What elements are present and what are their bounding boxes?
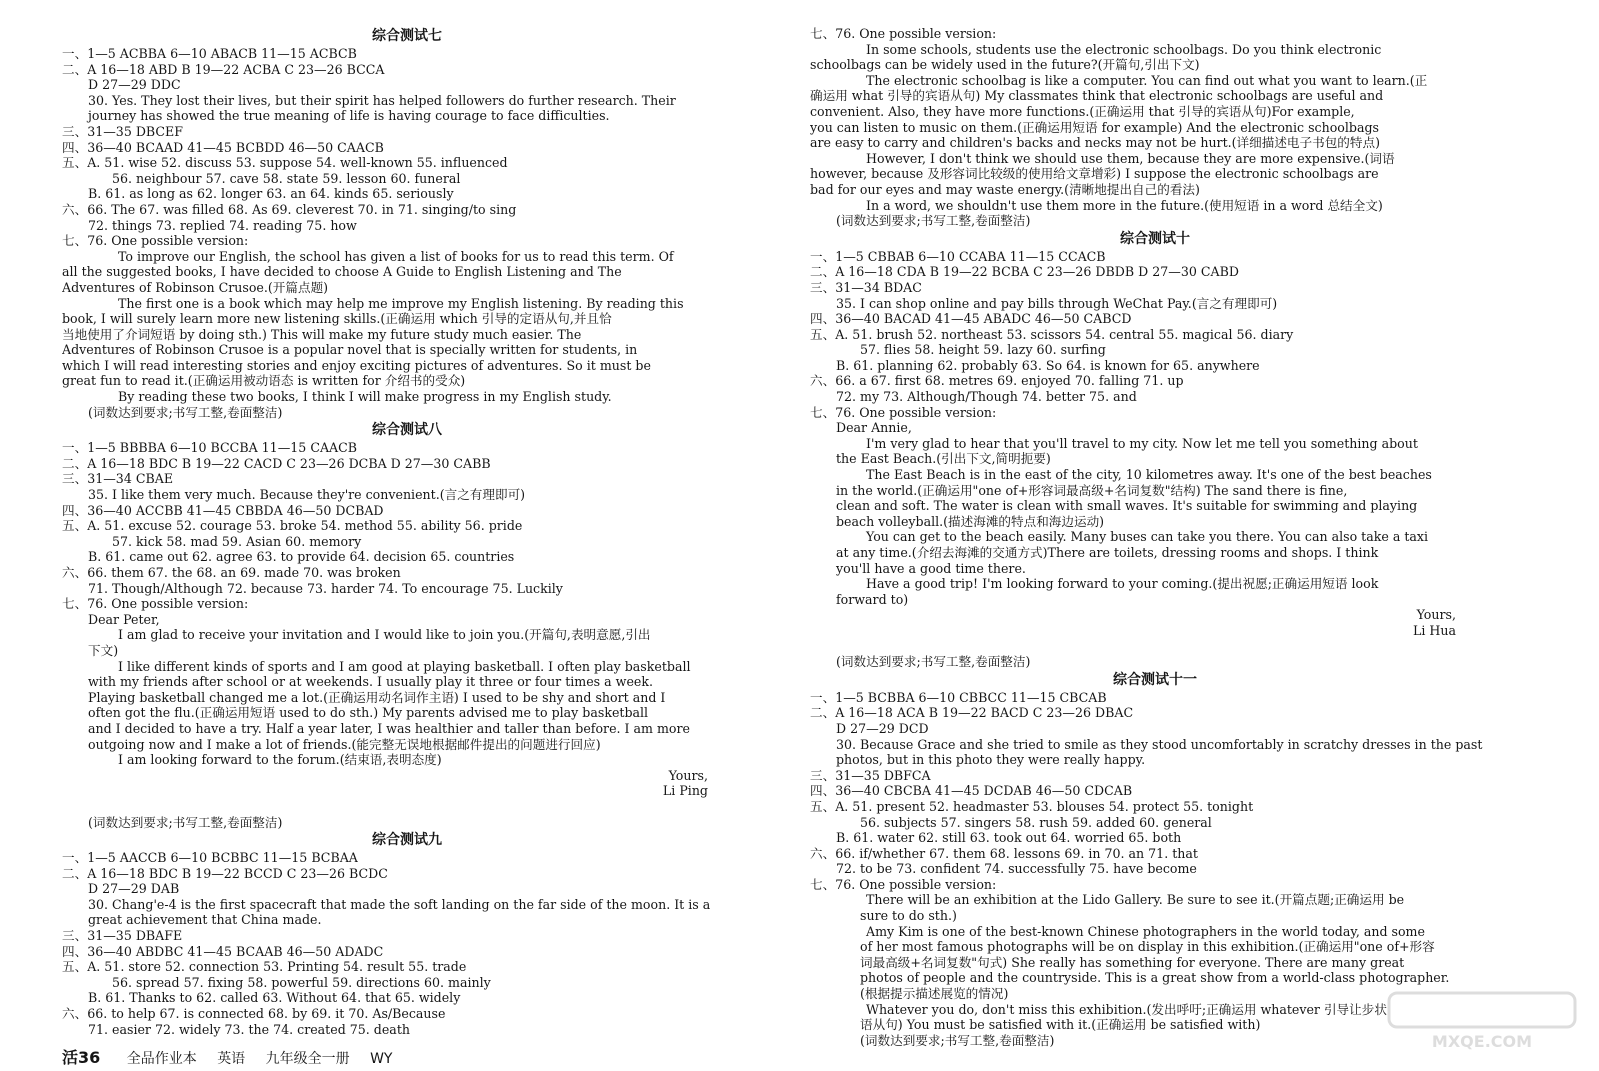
answer-line: Adventures of Robinson Crusoe.(开篇点题) — [62, 279, 329, 295]
answer-line: 一、1—5 BCBBA 6—10 CBBCC 11—15 CBCAB — [810, 689, 1107, 705]
answer-line: book, I will surely learn more new listening skills.(正确运用 which 引导的定语从句,并且恰 — [62, 311, 612, 327]
right-column — [810, 26, 1500, 1048]
answer-line: 四、36—40 BCAAD 41—45 BCBDD 46—50 CAACB — [62, 139, 384, 155]
answer-line: 六、66. to help 67. is connected 68. by 69. it 70. As/Because — [62, 1006, 446, 1022]
footer-series: 全品作业本 — [126, 1051, 197, 1067]
answer-line: (词数达到要求;书写工整,卷面整洁) — [836, 213, 1031, 229]
answer-line: outgoing now and I make a lot of friends.(能完整无误地根据邮件提出的问题进行回应) — [88, 736, 601, 752]
page-number: 活36 — [62, 1048, 101, 1067]
answer-line: 一、1—5 BBBBA 6—10 BCCBA 11—15 CAACB — [62, 440, 358, 456]
answer-line: 72. my 73. Although/Though 74. better 75. and — [836, 389, 1137, 405]
answer-line: 七、76. One possible version: — [810, 26, 997, 41]
answer-line: 71. Though/Although 72. because 73. harder 74. To encourage 75. Luckily — [88, 580, 563, 596]
answer-line: 五、A. 51. brush 52. northeast 53. scissors 54. central 55. magical 56. diary — [810, 326, 1294, 342]
answer-line: Yours, — [1416, 607, 1456, 623]
answer-line: with my friends after school or at weekends. I usually play it three or four times a week. — [88, 674, 653, 690]
answer-line: I am glad to receive your invitation and I would like to join you.(开篇句,表明意愿,引出 — [118, 627, 651, 643]
answer-line: 词最高级+名词复数"句式) She really has something for everyone. There are many great — [860, 954, 1405, 970]
answer-line: 一、1—5 AACCB 6—10 BCBBC 11—15 BCBAA — [62, 850, 358, 866]
answer-line: B. 61. water 62. still 63. took out 64. worried 65. both — [836, 830, 1182, 846]
answer-line: 57. flies 58. height 59. lazy 60. surfing — [860, 342, 1106, 358]
answer-line: I am looking forward to the forum.(结束语,表明态度) — [118, 752, 442, 768]
answer-line: 一、1—5 CBBAB 6—10 CCABA 11—15 CCACB — [810, 248, 1106, 264]
answer-line: great fun to read it.(正确运用被动语态 is written for 介绍书的受众) — [62, 373, 466, 389]
answer-line: Dear Peter, — [88, 611, 160, 627]
answer-line: B. 61. came out 62. agree 63. to provide 64. decision 65. countries — [88, 549, 515, 565]
answer-line: 四、36—40 CBCBA 41—45 DCDAB 46—50 CDCAB — [810, 783, 1133, 799]
answer-line: 五、A. 51. excuse 52. courage 53. broke 54. method 55. ability 56. pride — [62, 518, 523, 534]
answer-line — [810, 639, 1500, 655]
answer-line: 确运用 what 引导的宾语从句) My classmates think that electronic schoolbags are useful and — [810, 88, 1384, 104]
answer-line: in the world.(正确运用"one of+形容词最高级+名词复数"结构) The sand there is fine, — [836, 482, 1348, 498]
answer-line: however, because 及形容词比较级的使用给文章增彩) I suppose the electronic schoolbags are — [810, 166, 1379, 182]
answer-line: 一、1—5 ACBBA 6—10 ABACB 11—15 ACBCB — [62, 46, 357, 61]
answer-line: I'm very glad to hear that you'll travel to my city. Now let me tell you something about — [866, 435, 1418, 451]
answer-line: Li Ping — [662, 783, 708, 799]
answer-line: In some schools, students use the electronic schoolbags. Do you think electronic — [866, 41, 1382, 57]
answer-line: 56. neighbour 57. cave 58. state 59. lesson 60. funeral — [112, 170, 461, 186]
answer-line: (词数达到要求;书写工整,卷面整洁) — [860, 1032, 1055, 1048]
answer-line: B. 61. Thanks to 62. called 63. Without 64. that 65. widely — [88, 990, 461, 1006]
answer-line: beach volleyball.(描述海滩的特点和海边运动) — [836, 513, 1105, 529]
answer-line: which I will read interesting stories and enjoy exciting pictures of adventures. So it must be — [62, 357, 651, 373]
answer-line: Adventures of Robinson Crusoe is a popular novel that is specially written for students, in — [62, 342, 638, 358]
answer-line: 二、A 16—18 CDA B 19—22 BCBA C 23—26 DBDB D 27—30 CABD — [810, 264, 1239, 280]
answer-line: photos, but in this photo they were really happy. — [836, 752, 1146, 768]
answer-line: all the suggested books, I have decided to choose A Guide to English Listening and The — [62, 264, 622, 280]
answer-line: at any time.(介绍去海滩的交通方式)There are toilets, dressing rooms and shops. I think — [836, 545, 1379, 560]
answer-line: In a word, we shouldn't use them more in the future.(使用短语 in a word 总结全文) — [866, 197, 1383, 213]
answer-line: clean and soft. The water is clean with small waves. It's suitable for swimming and playing — [836, 498, 1418, 514]
answer-line: The electronic schoolbag is like a computer. You can find out what you want to learn.(正 — [866, 72, 1428, 88]
answer-line: D 27—29 DCD — [836, 720, 929, 736]
answer-line: (根据提示描述展览的情况) — [860, 986, 1009, 1002]
answer-line: 四、36—40 ABDBC 41—45 BCAAB 46—50 ADADC — [62, 943, 384, 959]
answer-line: (词数达到要求;书写工整,卷面整洁) — [88, 404, 283, 420]
section-title: 综合测试十一 — [1113, 671, 1197, 688]
section-title: 综合测试七 — [372, 28, 442, 44]
answer-line: B. 61. as long as 62. longer 63. an 64. kinds 65. seriously — [88, 186, 454, 202]
footer-edition: WY — [370, 1051, 393, 1067]
answer-line: 二、A 16—18 BDC B 19—22 BCCD C 23—26 BCDC — [62, 865, 388, 881]
answer-line: 六、66. The 67. was filled 68. As 69. cleverest 70. in 71. singing/to sing — [62, 201, 517, 217]
answer-line: 七、76. One possible version: — [62, 596, 249, 612]
answer-line: However, I don't think we should use them, because they are more expensive.(词语 — [866, 150, 1395, 166]
answer-line: 三、31—34 BDAC — [810, 279, 922, 295]
answer-line: 56. subjects 57. singers 58. rush 59. added 60. general — [860, 814, 1212, 830]
footer-subject: 英语 — [217, 1051, 246, 1067]
watermark-text: MXQE.COM — [1431, 1032, 1533, 1051]
answer-line: 35. I like them very much. Because they're convenient.(言之有理即可) — [88, 487, 526, 503]
watermark-logo — [1387, 991, 1577, 1053]
answer-line: 六、66. them 67. the 68. an 69. made 70. was broken — [62, 565, 401, 580]
answer-line: 二、A 16—18 BDC B 19—22 CACD C 23—26 DCBA D 27—30 CABB — [62, 455, 491, 471]
answer-line: 七、76. One possible version: — [810, 404, 997, 420]
answer-line: Whatever you do, don't miss this exhibition.(发出呼吁;正确运用 whatever 引导让步状 — [866, 1001, 1387, 1017]
answer-line: 六、66. a 67. first 68. metres 69. enjoyed 70. falling 71. up — [810, 373, 1184, 389]
answer-line: 六、66. if/whether 67. them 68. lessons 69. in 70. an 71. that — [810, 845, 1198, 861]
section-title: 综合测试九 — [372, 832, 442, 849]
answer-line: 35. I can shop online and pay bills through WeChat Pay.(言之有理即可) — [836, 295, 1278, 311]
answer-line: The East Beach is in the east of the city, 10 kilometres away. It's one of the best beaches — [866, 467, 1432, 483]
answer-line: forward to) — [836, 591, 909, 607]
section-title: 综合测试八 — [372, 422, 442, 439]
answer-line: 二、A 16—18 ACA B 19—22 BACD C 23—26 DBAC — [810, 705, 1134, 721]
page-footer — [62, 1045, 409, 1068]
answer-line: (词数达到要求;书写工整,卷面整洁) — [88, 814, 283, 830]
answer-line: 语从句) You must be satisfied with it.(正确运用 be satisfied with) — [860, 1017, 1261, 1033]
answer-line: Dear Annie, — [836, 420, 912, 436]
answer-line: 五、A. 51. wise 52. discuss 53. suppose 54. well-known 55. influenced — [62, 155, 508, 171]
answer-line: are easy to carry and children's backs and necks may not be hurt.(详细描述电子书包的特点) — [810, 135, 1380, 151]
answer-line: 三、31—34 CBAE — [62, 471, 174, 487]
answer-line: (词数达到要求;书写工整,卷面整洁) — [836, 654, 1031, 670]
answer-line: and I decided to have a try. Half a year later, I was healthier and taller than before. I am more — [88, 720, 690, 736]
section-title: 综合测试十 — [1120, 230, 1190, 247]
answer-line: Yours, — [668, 767, 708, 783]
answer-line: D 27—29 DDC — [88, 77, 181, 93]
answer-line: 30. Yes. They lost their lives, but their spirit has helped followers do further research. Their — [88, 92, 676, 108]
answer-line: of her most famous photographs will be on display in this exhibition.(正确运用"one of+形容 — [860, 939, 1435, 955]
answer-line: Amy Kim is one of the best-known Chinese photographers in the world today, and some — [866, 923, 1425, 939]
answer-line: 四、36—40 ACCBB 41—45 CBBDA 46—50 DCBAD — [62, 502, 384, 518]
answer-line — [62, 799, 752, 815]
answer-line: convenient. Also, they have more functions.(正确运用 that 引导的宾语从句)For example, — [810, 103, 1355, 119]
answer-line: You can get to the beach easily. Many buses can take you there. You can also take a taxi — [866, 529, 1429, 545]
left-column — [62, 26, 752, 1037]
answer-line: 当地使用了介词短语 by doing sth.) This will make my future study much easier. The — [62, 326, 582, 342]
answer-line: 七、76. One possible version: — [810, 876, 997, 892]
answer-line: The first one is a book which may help me improve my English listening. By reading this — [118, 295, 684, 311]
answer-line: journey has showed the true meaning of life is having courage to face difficulties. — [88, 108, 610, 124]
answer-line: you can listen to music on them.(正确运用短语 for example) And the electronic schoolbags — [810, 119, 1380, 135]
answer-line: D 27—29 DAB — [88, 881, 180, 897]
answer-line: photos of people and the countryside. This is a great show from a world-class photographer. — [860, 970, 1450, 986]
answer-line: There will be an exhibition at the Lido Gallery. Be sure to see it.(开篇点题;正确运用 be — [866, 892, 1405, 908]
footer-grade: 九年级全一册 — [265, 1051, 350, 1067]
answer-line: schoolbags can be widely used in the future?(开篇句,引出下文) — [810, 57, 1200, 73]
answer-line: 五、A. 51. store 52. connection 53. Printing 54. result 55. trade — [62, 959, 467, 975]
answer-line: 七、76. One possible version: — [62, 233, 249, 249]
answer-line: Li Hua — [1413, 622, 1456, 638]
answer-line: often got the flu.(正确运用短语 used to do sth.) My parents advised me to play basketball — [88, 705, 649, 721]
answer-line: sure to do sth.) — [860, 908, 957, 924]
answer-line: great achievement that China made. — [88, 912, 322, 928]
answer-line: 71. easier 72. widely 73. the 74. created 75. death — [88, 1021, 410, 1037]
answer-line: 三、31—35 DBAFE — [62, 928, 183, 944]
answer-line: B. 61. planning 62. probably 63. So 64. is known for 65. anywhere — [836, 357, 1260, 373]
answer-line: Have a good trip! I'm looking forward to your coming.(提出祝愿;正确运用短语 look — [866, 576, 1379, 592]
answer-line: 57. kick 58. mad 59. Asian 60. memory — [112, 533, 362, 549]
answer-line: By reading these two books, I think I will make progress in my English study. — [118, 389, 612, 405]
answer-line: 五、A. 51. present 52. headmaster 53. blouses 54. protect 55. tonight — [810, 798, 1254, 814]
answer-line: 二、A 16—18 ABD B 19—22 ACBA C 23—26 BCCA — [62, 61, 385, 77]
answer-line: 三、31—35 DBCEF — [62, 123, 183, 139]
answer-line: 四、36—40 BACAD 41—45 ABADC 46—50 CABCD — [810, 311, 1132, 327]
answer-line: you'll have a good time there. — [836, 560, 1026, 576]
answer-line: I like different kinds of sports and I am good at playing basketball. I often play basketball — [118, 658, 691, 674]
answer-line: bad for our eyes and may waste energy.(清晰地提出自己的看法) — [810, 181, 1200, 197]
answer-line: 72. things 73. replied 74. reading 75. how — [88, 217, 357, 233]
answer-line: 30. Chang'e-4 is the first spacecraft that made the soft landing on the far side of the moon. It is a — [88, 896, 711, 912]
answer-line: 56. spread 57. fixing 58. powerful 59. directions 60. mainly — [112, 974, 491, 990]
answer-line: Playing basketball changed me a lot.(正确运用动名词作主语) I used to be shy and short and I — [88, 689, 666, 705]
answer-line: 三、31—35 DBFCA — [810, 767, 931, 783]
answer-line: 72. to be 73. confident 74. successfully 75. have become — [836, 861, 1197, 877]
answer-line: the East Beach.(引出下文,简明扼要) — [836, 451, 1051, 467]
answer-line: 下文) — [88, 642, 119, 658]
answer-line: 30. Because Grace and she tried to smile as they stood uncomfortably in scratchy dresses in the past — [836, 736, 1483, 752]
answer-line: To improve our English, the school has given a list of books for us to read this term. Of — [118, 248, 674, 264]
